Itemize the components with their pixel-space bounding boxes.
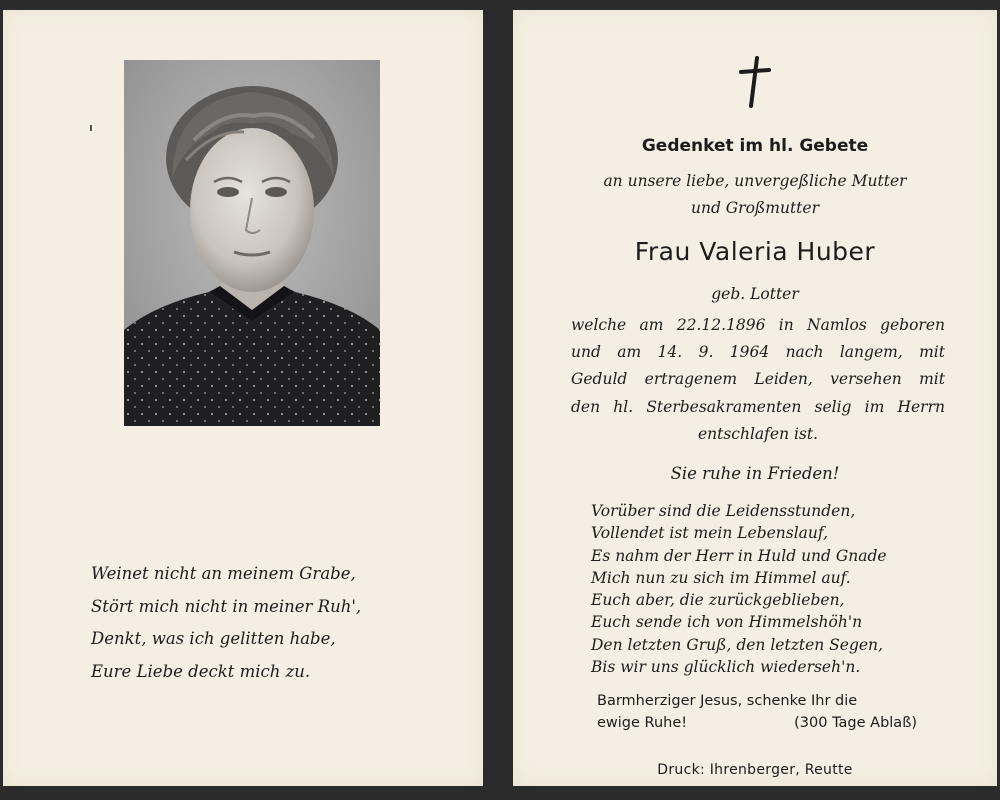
heading: Gedenket im hl. Gebete bbox=[641, 136, 869, 156]
biography-line: Geduld ertragenem Leiden, versehen mit bbox=[571, 370, 945, 389]
right-poem-line: Den letzten Gruß, den letzten Segen, bbox=[591, 635, 883, 654]
deceased-name: Frau Valeria Huber bbox=[634, 237, 876, 266]
intro-line: an unsere liebe, unvergeßliche Mutter bbox=[603, 172, 907, 190]
right-poem-line: Bis wir uns glücklich wiederseh'n. bbox=[591, 658, 861, 677]
indulgence-note: (300 Tage Ablaß) bbox=[794, 715, 917, 731]
right-poem-line: Mich nun zu sich im Himmel auf. bbox=[591, 568, 851, 587]
left-poem-line: Weinet nicht an meinem Grabe, bbox=[91, 564, 356, 583]
prayer-line: ewige Ruhe! bbox=[597, 715, 688, 731]
intro-line: und Großmutter bbox=[690, 199, 819, 217]
prayer-row bbox=[597, 712, 917, 734]
rest-in-peace: Sie ruhe in Frieden! bbox=[670, 464, 840, 483]
right-card bbox=[513, 10, 997, 786]
right-poem-line: Vollendet ist mein Lebenslauf, bbox=[591, 524, 829, 543]
right-poem-line: Euch sende ich von Himmelshöh'n bbox=[591, 613, 863, 632]
biography-line: und am 14. 9. 1964 nach langem, mit bbox=[571, 343, 945, 362]
left-poem-line: Stört mich nicht in meiner Ruh', bbox=[91, 596, 362, 616]
portrait-photo bbox=[124, 60, 380, 426]
left-poem-line: Eure Liebe deckt mich zu. bbox=[91, 661, 311, 681]
cross-icon bbox=[735, 54, 775, 110]
biography-line: entschlafen ist. bbox=[697, 424, 819, 443]
right-poem bbox=[591, 500, 971, 678]
right-poem-line: Euch aber, die zurückgeblieben, bbox=[591, 591, 845, 610]
right-poem-line: Es nahm der Herr in Huld und Gnade bbox=[591, 546, 887, 565]
biography-text bbox=[571, 312, 945, 448]
prayer-line: Barmherziger Jesus, schenke Ihr die bbox=[597, 693, 858, 709]
printer-credit: Druck: Ihrenberger, Reutte bbox=[657, 762, 853, 778]
prayer bbox=[597, 690, 917, 734]
left-card bbox=[3, 10, 483, 786]
left-poem bbox=[91, 558, 451, 688]
left-poem-line: Denkt, was ich gelitten habe, bbox=[91, 629, 336, 648]
small-mark bbox=[90, 125, 92, 131]
biography-line: welche am 22.12.1896 in Namlos geboren bbox=[571, 316, 945, 334]
birth-name: geb. Lotter bbox=[711, 285, 799, 303]
biography-line: den hl. Sterbesakramenten selig im Herrn bbox=[571, 397, 945, 416]
right-poem-line: Vorüber sind die Leidensstunden, bbox=[591, 502, 856, 520]
